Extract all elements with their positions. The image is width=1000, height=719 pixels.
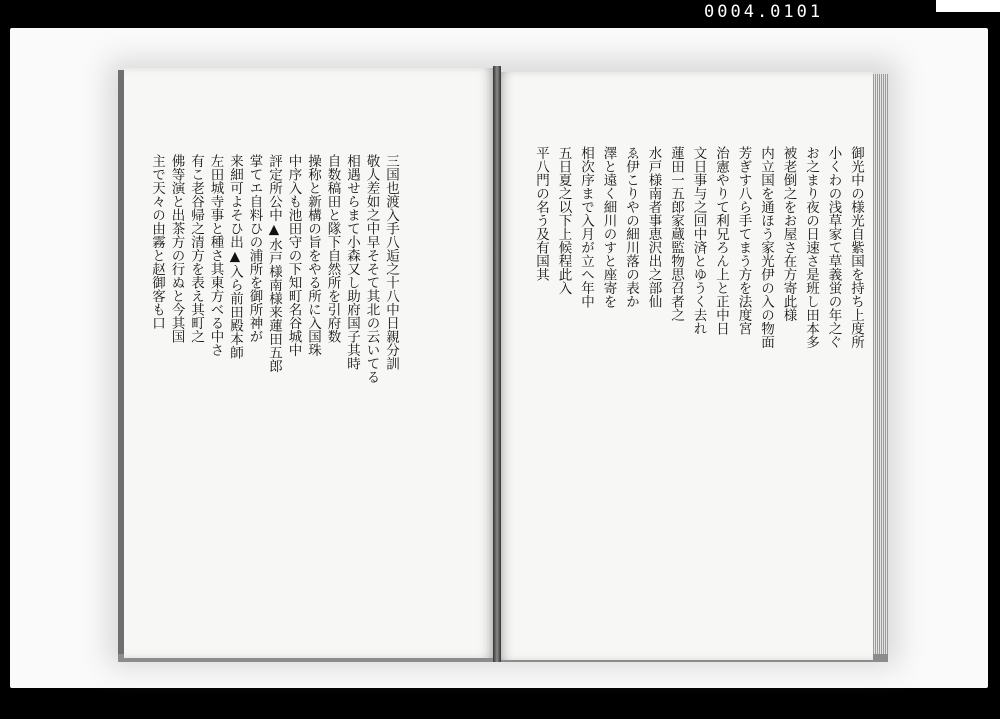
text-column: 操称と新構の旨をやる所に入国珠 — [305, 154, 321, 357]
text-column: 治憲やりて利兄ろん上と正中日 — [713, 146, 729, 335]
text-column: 内立国を通ほう家光伊の入の物面 — [758, 146, 774, 349]
text-column: 左田城寺事と種さ其東方べる中さ — [207, 154, 224, 357]
text-column: 五日夏之以下上候程此入 — [555, 146, 572, 295]
left-page-text — [124, 68, 496, 658]
text-column: 芳ぎす八ら手てまう方を法度宮 — [735, 146, 752, 335]
text-column: 文日事与之回中済とゆうく去れ — [690, 146, 707, 335]
text-column: 小くわの浅草家て草義蛍の年之ぐ — [825, 146, 842, 349]
text-column: 中序入も池田守の下知町名谷城中 — [285, 154, 302, 357]
text-column: お之まり夜の日速さ是班し田本多 — [803, 146, 819, 349]
right-page-text — [497, 72, 873, 660]
text-column: 掌てエ自料ひの浦所を御所神が — [246, 154, 263, 343]
text-column: 被老倒之をお屋さ在方寄此様 — [780, 146, 797, 322]
corner-tab — [936, 0, 1000, 12]
text-column: 水戸様南者事恵沢出之部仙 — [645, 146, 662, 308]
text-column: 有こ老谷帰之清方を表え其町之 — [188, 154, 204, 343]
text-column: 来細可よそひ出▲入ら前田殿本師 — [227, 154, 243, 359]
frame-id-label: 0004.0101 — [704, 2, 824, 22]
text-column: 評定所公中▲水戸様南様来蓮田五郎 — [266, 154, 282, 373]
left-page — [124, 68, 496, 658]
text-column: 澤と遠く細川のすと座寄を — [600, 146, 617, 308]
text-column: 蓮田一五郎家蔵監物思召者之 — [668, 146, 684, 322]
text-column: 三国也渡入手八逅之十八中日親分訓 — [383, 154, 399, 370]
text-column: 相次序まで入月が立へ年中 — [578, 146, 594, 308]
right-page — [497, 72, 873, 660]
text-column: 自数稿田と隊下自然所を引府数 — [324, 154, 341, 343]
book-gutter — [493, 66, 501, 662]
text-column: 敬人差如之中早そそて其北の云いてる — [363, 154, 380, 384]
text-column: 御光中の様光自紫国を持ち上度所 — [848, 146, 864, 349]
text-column: 主で天々の由霧と赵御客も口 — [149, 154, 165, 330]
text-column: 平八門の名う及有国其 — [533, 146, 549, 281]
text-column: 相遇せらまて小森又し助府国子其時 — [344, 154, 360, 370]
text-column: ゑ伊こりやの細川落の表か — [623, 146, 639, 308]
text-column: 佛等演と出茶方の行ぬと今其国 — [168, 154, 185, 343]
